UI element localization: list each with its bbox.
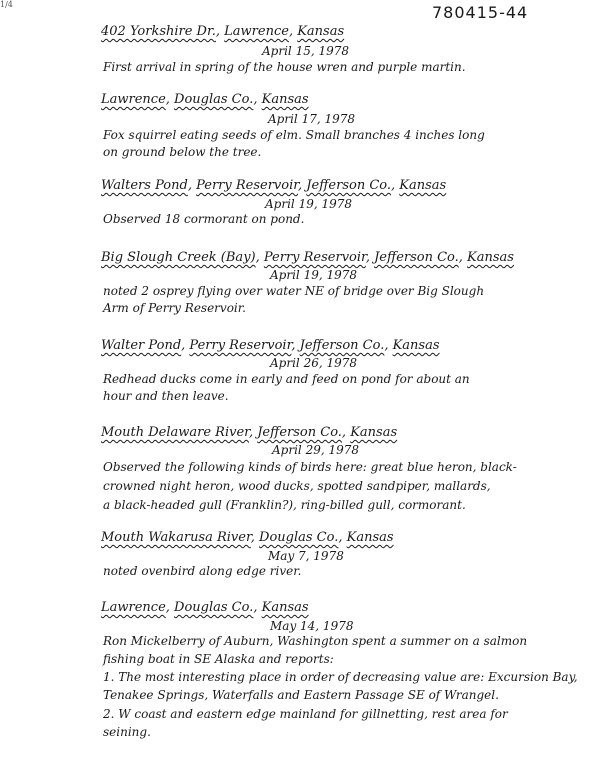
location-segment: Perry Reservoir [189,338,292,353]
location-segment: Douglas Co. [259,530,339,545]
entry-date: April 26, 1978 [270,356,358,370]
location-segment: Kansas [346,530,394,545]
location-separator: , [187,178,197,193]
location-separator: , [250,530,260,545]
entry-location [101,178,446,193]
location-separator: , [458,250,468,265]
location-segment: Kansas [261,600,309,615]
location-segment: Kansas [261,92,309,107]
entry-text-line: seining. [103,725,151,739]
entry-text-line: Redhead ducks come in early and feed on pond for about an [103,372,470,386]
location-segment: Perry Reservoir [263,250,366,265]
location-separator: , [215,24,225,39]
location-separator: , [298,178,307,193]
entry-date: April 17, 1978 [268,112,356,126]
location-segment: Kansas [467,250,514,265]
location-segment: Mouth Delaware River [101,425,249,440]
entry-text-line: Tenakee Springs, Waterfalls and Eastern Passage SE of Wrangel. [103,688,499,702]
entry-text-line: fishing boat in SE Alaska and reports: [103,652,334,666]
entry-text-line: crowned night heron, wood ducks, spotted sandpiper, mallards, [103,479,491,493]
entry-date: May 7, 1978 [268,549,344,563]
location-separator: , [365,250,375,265]
location-segment: Walter Pond [101,338,182,353]
entry-text-line: Arm of Perry Reservoir. [103,301,246,315]
location-separator: , [391,178,400,193]
entry-date: April 19, 1978 [265,197,353,211]
location-separator: , [384,338,393,353]
location-segment: Douglas Co. [174,92,254,107]
location-separator: , [338,530,347,545]
entry-text-line: Observed 18 cormorant on pond. [103,212,305,226]
entry-location [101,92,309,107]
entry-text-line: noted 2 osprey flying over water NE of bridge over Big Slough [103,284,485,298]
location-segment: Big Slough Creek (Bay) [101,250,256,265]
location-segment: Jefferson Co. [257,425,342,440]
location-segment: Jefferson Co. [299,338,385,353]
location-separator: , [253,92,262,107]
location-segment: Lawrence [101,92,166,107]
entry-text-line: 2. W coast and eastern edge mainland for gillnetting, rest area for [103,707,508,721]
location-segment: Kansas [392,338,440,353]
location-segment: Kansas [297,24,345,39]
location-segment: Mouth Wakarusa River [101,530,251,545]
entry-text-line: noted ovenbird along edge river. [103,564,302,578]
entry-text-line: First arrival in spring of the house wren and purple martin. [103,60,466,74]
location-separator: , [181,338,190,353]
location-segment: Kansas [399,178,447,193]
entry-date: April 29, 1978 [272,443,360,457]
corner-mark: 1/4 [0,0,13,9]
entry-text-line: on ground below the tree. [103,145,262,159]
location-separator: , [165,92,175,107]
document-id: 780415-44 [432,3,529,22]
entry-text-line: 1. The most interesting place in order of decreasing value are: Excursion Bay, [103,670,578,684]
location-segment: Jefferson Co. [306,178,391,193]
location-segment: Jefferson Co. [374,250,459,265]
entry-date: April 15, 1978 [262,44,350,58]
location-separator: , [341,425,351,440]
entry-text-line: hour and then leave. [103,389,229,403]
entry-text-line: Ron Mickelberry of Auburn, Washington spent a summer on a salmon [103,634,528,648]
location-separator: , [255,250,264,265]
entry-date: April 19, 1978 [270,268,358,282]
location-separator: , [253,600,262,615]
entry-text-line: Fox squirrel eating seeds of elm. Small branches 4 inches long [103,128,485,142]
entry-location [101,250,514,265]
entry-text-line: Observed the following kinds of birds here: great blue heron, black- [103,460,517,474]
location-segment: Kansas [350,425,398,440]
location-separator: , [248,425,258,440]
location-segment: Lawrence [224,24,289,39]
entry-location [101,425,397,440]
location-segment: 402 Yorkshire Dr. [101,24,216,39]
entry-date: May 14, 1978 [270,619,354,633]
location-separator: , [165,600,175,615]
entry-location [101,600,309,615]
entry-text-line: a black-headed gull (Franklin?), ring-billed gull, cormorant. [103,498,466,512]
entry-location [101,530,394,545]
location-separator: , [291,338,300,353]
location-segment: Douglas Co. [174,600,254,615]
entry-location [101,338,440,353]
location-segment: Walters Pond [101,178,188,193]
location-separator: , [288,24,298,39]
location-segment: Lawrence [101,600,166,615]
entry-location [101,24,344,39]
location-segment: Perry Reservoir [196,178,299,193]
